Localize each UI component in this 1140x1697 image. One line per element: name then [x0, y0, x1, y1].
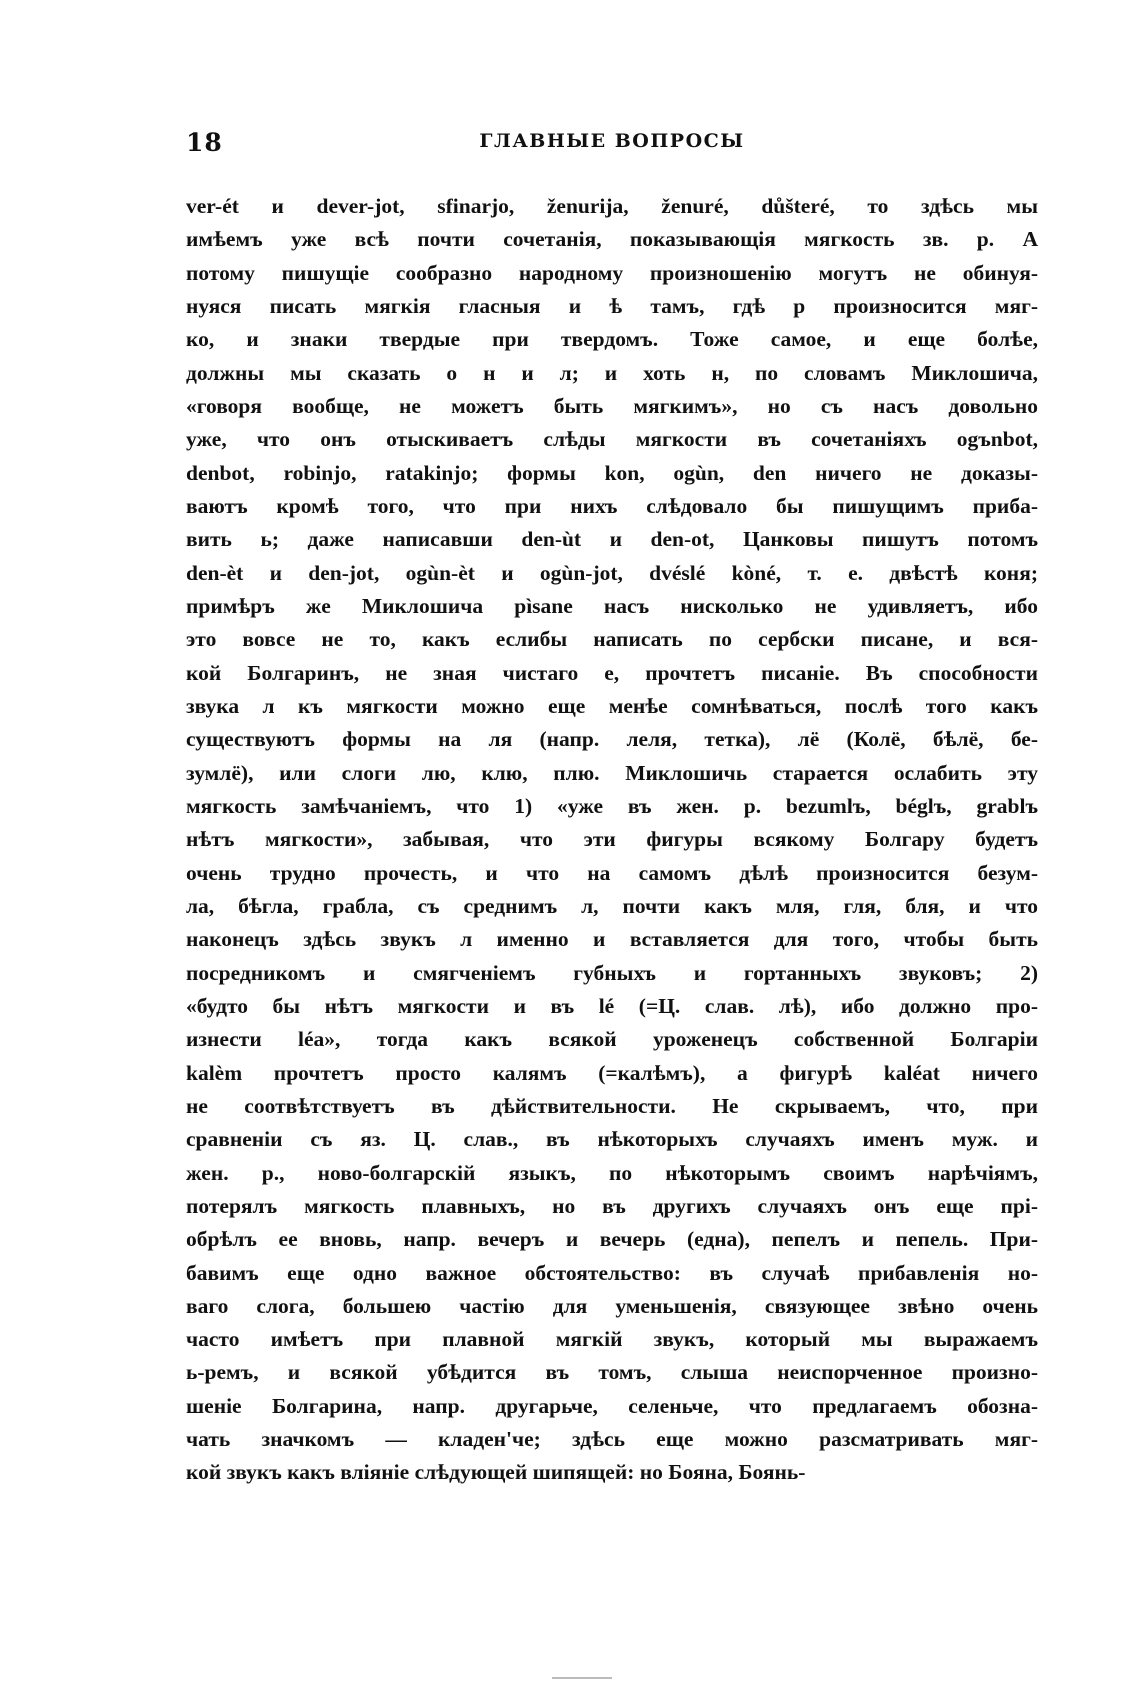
text-line: «говоря вообще, не можетъ быть мягкимъ», но съ насъ довольно [186, 393, 1038, 418]
text-line: шеніе Болгарина, напр. другарьче, селеньче, что предлагаемъ обозна- [186, 1393, 1038, 1418]
text-line: это вовсе не то, какъ еслибы написать по сербски писане, и вся- [186, 627, 1038, 652]
text-line: ко, и знаки твердые при твердомъ. Тоже самое, и еще болѣе, [186, 327, 1038, 352]
text-line: жен. р., ново-болгарскій языкъ, по нѣкоторымъ своимъ нарѣчіямъ, [186, 1160, 1038, 1185]
footer-rule [552, 1677, 612, 1679]
text-line: существуютъ формы на ля (напр. леля, тетка), лё (Колё, бѣлё, бе- [186, 727, 1038, 752]
text-line: примѣръ же Миклошича pìsane насъ нисколько не удивляетъ, ибо [186, 593, 1038, 618]
text-line: ver-ét и dever-jot, sfinarjo, ženurija, ženuré, důšteré, то здѣсь мы [186, 194, 1038, 218]
text-line: ла, бѣгла, грабла, съ среднимъ л, почти какъ мля, гля, бля, и что [186, 893, 1038, 918]
text-line: имѣемъ уже всѣ почти сочетанія, показывающія мягкость зв. р. А [186, 227, 1038, 252]
text-line: denbot, robinjo, ratakinjo; формы kon, ogùn, den ничего не доказы- [186, 460, 1038, 485]
text-line: ь-ремъ, и всякой убѣдится въ томъ, слыша неиспорченное произно- [186, 1360, 1038, 1385]
running-title: ГЛАВНЫЕ ВОПРОСЫ [479, 130, 745, 152]
text-line: кой Болгаринъ, не зная чистаго е, прочтетъ писаніе. Въ способности [186, 660, 1038, 685]
text-line: не соотвѣтствуетъ въ дѣйствительности. Не скрываемъ, что, при [186, 1093, 1038, 1118]
text-line: должны мы сказать о н и л; и хоть н, по словамъ Миклошича, [186, 360, 1038, 385]
text-line: den-èt и den-jot, ogùn-èt и ogùn-jot, dvéslé kòné, т. е. двѣстѣ коня; [186, 560, 1038, 585]
text-line: обрѣлъ ее вновь, напр. вечеръ и вечерь (една), пепелъ и пепель. При- [186, 1227, 1038, 1252]
text-line: уже, что онъ отыскиваетъ слѣды мягкости въ сочетаніяхъ ogъnbot, [186, 427, 1038, 452]
text-line: потерялъ мягкость плавныхъ, но въ другихъ случаяхъ онъ еще прі- [186, 1193, 1038, 1218]
body-text [186, 190, 1038, 1490]
text-line: «будто бы нѣтъ мягкости и въ lé (=Ц. слав. лѣ), ибо должно про- [186, 993, 1038, 1018]
text-line: часто имѣетъ при плавной мягкій звукъ, который мы выражаемъ [186, 1327, 1038, 1352]
text-line: мягкость замѣчаніемъ, что 1) «уже въ жен. р. bezumlъ, béglъ, grablъ [186, 793, 1038, 818]
text-line: звука л къ мягкости можно еще менѣе сомнѣваться, послѣ того какъ [186, 693, 1038, 718]
text-line: kalèm прочтетъ просто калямъ (=калѣмъ), а фигурѣ kaléat ничего [186, 1060, 1038, 1085]
text-line: вить ь; даже написавши den-ùt и den-ot, Цанковы пишутъ потомъ [186, 527, 1038, 552]
text-line: изнести léa», тогда какъ всякой уроженецъ собственной Болгаріи [186, 1027, 1038, 1052]
text-line: нѣтъ мягкости», забывая, что эти фигуры всякому Болгару будетъ [186, 827, 1038, 852]
text-line: потому пишущіе сообразно народному произношенію могутъ не обинуя- [186, 260, 1038, 285]
text-line: ваютъ кромѣ того, что при нихъ слѣдовало бы пишущимъ прибa- [186, 493, 1038, 518]
text-line: наконецъ здѣсь звукъ л именно и вставляется для того, чтобы быть [186, 927, 1038, 952]
text-line: чать значкомъ — кладен'че; здѣсь еще можно разсматривать мяг- [186, 1427, 1038, 1452]
text-line: нуяся писать мягкія гласныя и ѣ тамъ, гдѣ р произносится мяг- [186, 293, 1038, 318]
text-line: бавимъ еще одно важное обстоятельство: въ случаѣ прибавленія но- [186, 1260, 1038, 1285]
text-line: очень трудно прочесть, и что на самомъ дѣлѣ произносится безум- [186, 860, 1038, 885]
page-number: 18 [186, 128, 223, 157]
text-line: кой звукъ какъ вліяніе слѣдующей шипящей: но Бояна, Боянь- [186, 1460, 806, 1485]
text-line: сравненіи съ яз. Ц. слав., въ нѣкоторыхъ случаяхъ именъ муж. и [186, 1127, 1038, 1152]
text-line: посредникомъ и смягченіемъ губныхъ и гортанныхъ звуковъ; 2) [186, 960, 1038, 985]
text-line: ваго слога, большею частію для уменьшенія, связующее звѣно очень [186, 1293, 1038, 1318]
page-header [186, 128, 1038, 168]
text-line: зумлё), или слоги лю, клю, плю. Миклошичь старается ослабить эту [186, 760, 1038, 785]
